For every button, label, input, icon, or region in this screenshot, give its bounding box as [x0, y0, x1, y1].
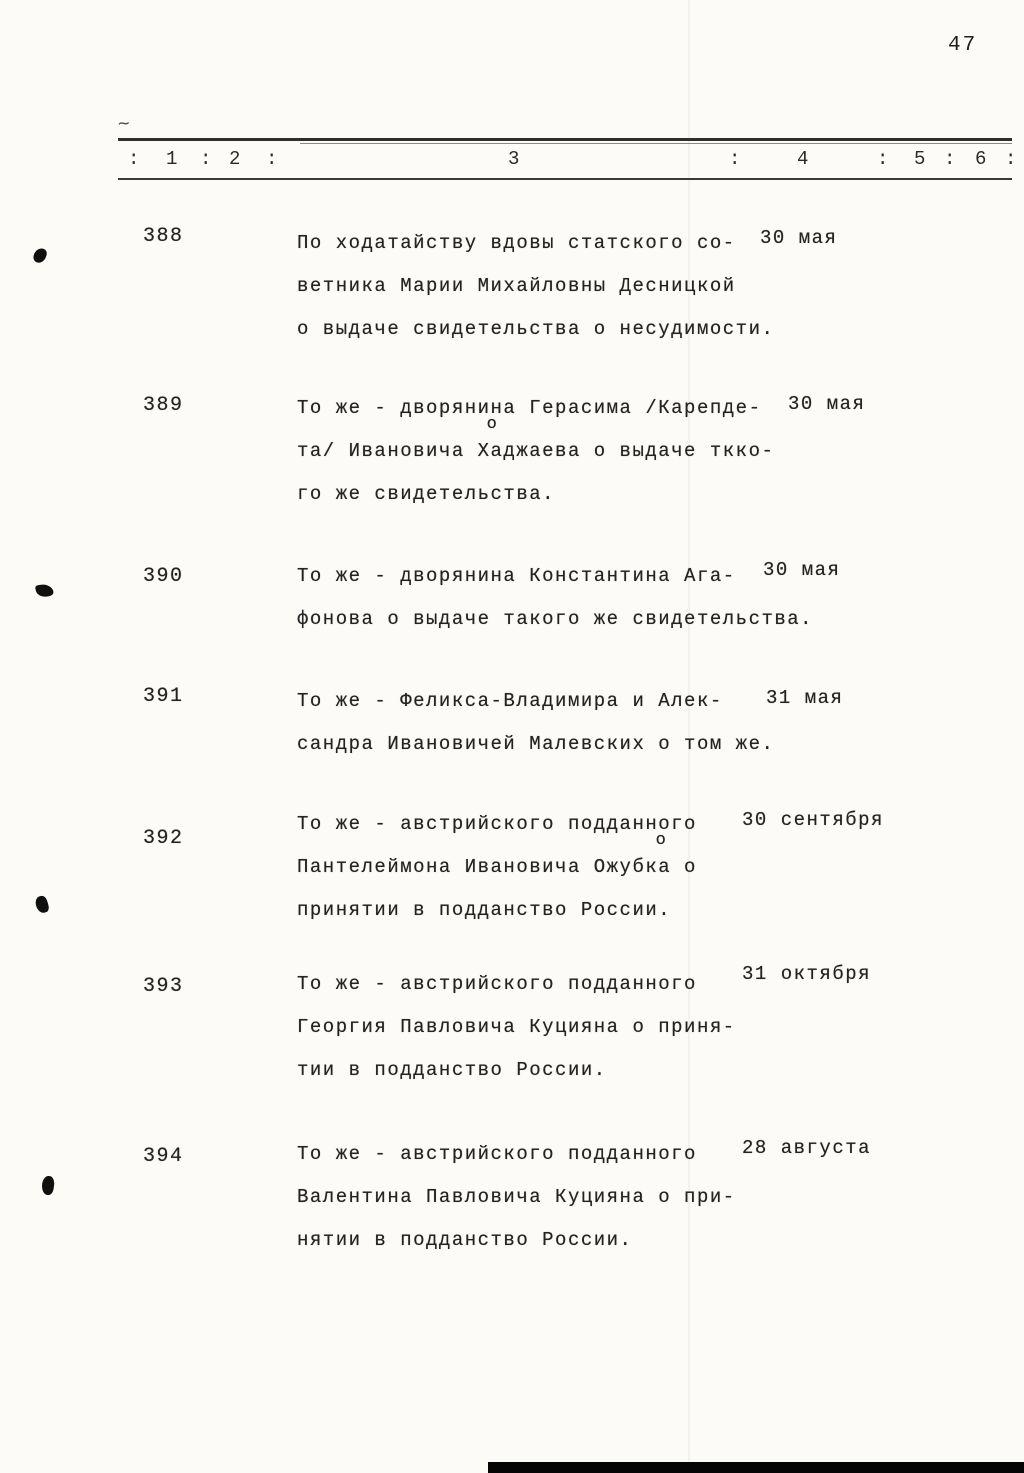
entry-date: 30 мая [788, 393, 866, 415]
entry-line: По ходатайству вдовы статского со- [297, 232, 736, 254]
entry-date: 30 мая [763, 559, 841, 581]
header-separator: : [877, 148, 890, 170]
entry-number: 390 [143, 565, 184, 588]
entry-line: принятии в подданство России. [297, 899, 672, 921]
entry-line: То же - австрийского подданного [297, 973, 697, 995]
entry-text [297, 803, 797, 932]
header-separator: : [128, 148, 141, 170]
entry-date: 31 мая [766, 687, 844, 709]
entry-date: 30 мая [760, 227, 838, 249]
entry-date: 28 августа [742, 1137, 872, 1159]
entry-line: То же - австрийского подданного [297, 813, 697, 835]
entry-line: То же - дворянина Герасима /Карепде- [297, 397, 762, 419]
entry-text [297, 1133, 797, 1262]
entry-line: То же - Феликса-Владимира и Алек- [297, 690, 723, 712]
entry-line: Пантелеймона Ивановича Ожубка о [297, 856, 697, 878]
entry-number: 388 [143, 225, 184, 248]
header-col-4: 4 [797, 148, 810, 170]
header-separator: : [944, 148, 957, 170]
entry-line: о выдаче свидетельства о несудимости. [297, 318, 775, 340]
header-col-3: 3 [508, 148, 521, 170]
entry-date: 31 октября [742, 963, 872, 985]
entry-line: го же свидетельства. [297, 483, 556, 505]
header-col-1: 1 [166, 148, 179, 170]
entry-number: 394 [143, 1145, 184, 1168]
typed-correction-letter: о [655, 831, 668, 850]
entry-line: ветника Марии Михайловны Десницкой [297, 275, 736, 297]
header-col-5: 5 [914, 148, 927, 170]
entry-line: То же - дворянина Константина Ага- [297, 565, 736, 587]
header-separator: : [266, 148, 279, 170]
entry-number: 391 [143, 685, 184, 708]
entry-line: нятии в подданство России. [297, 1229, 633, 1251]
header-col-6: 6 [975, 148, 988, 170]
entry-line: Георгия Павловича Куцияна о приня- [297, 1016, 736, 1038]
scan-edge-strip [488, 1462, 1024, 1473]
header-separator: : [729, 148, 742, 170]
page-number: 47 [948, 34, 978, 57]
entry-text [297, 222, 797, 351]
typed-correction-letter: о [486, 415, 499, 434]
entry-number: 389 [143, 394, 184, 417]
entry-text [297, 680, 797, 766]
entry-text [297, 387, 797, 516]
entry-line: сандра Ивановичей Малевских о том же. [297, 733, 775, 755]
entry-number: 392 [143, 827, 184, 850]
header-separator: : [1005, 148, 1018, 170]
header-separator: : [200, 148, 213, 170]
entry-line: фонова о выдаче такого же свидетельства. [297, 608, 814, 630]
entry-number: 393 [143, 975, 184, 998]
entry-line: та/ Ивановича Хаджаева о выдаче ткко- [297, 440, 775, 462]
entry-line: тии в подданство России. [297, 1059, 607, 1081]
entry-line: Валентина Павловича Куцияна о при- [297, 1186, 736, 1208]
header-col-2: 2 [229, 148, 242, 170]
entry-line: То же - австрийского подданного [297, 1143, 697, 1165]
entry-date: 30 сентября [742, 809, 884, 831]
pen-squiggle-mark: ~ [116, 113, 132, 138]
entry-text [297, 963, 797, 1092]
